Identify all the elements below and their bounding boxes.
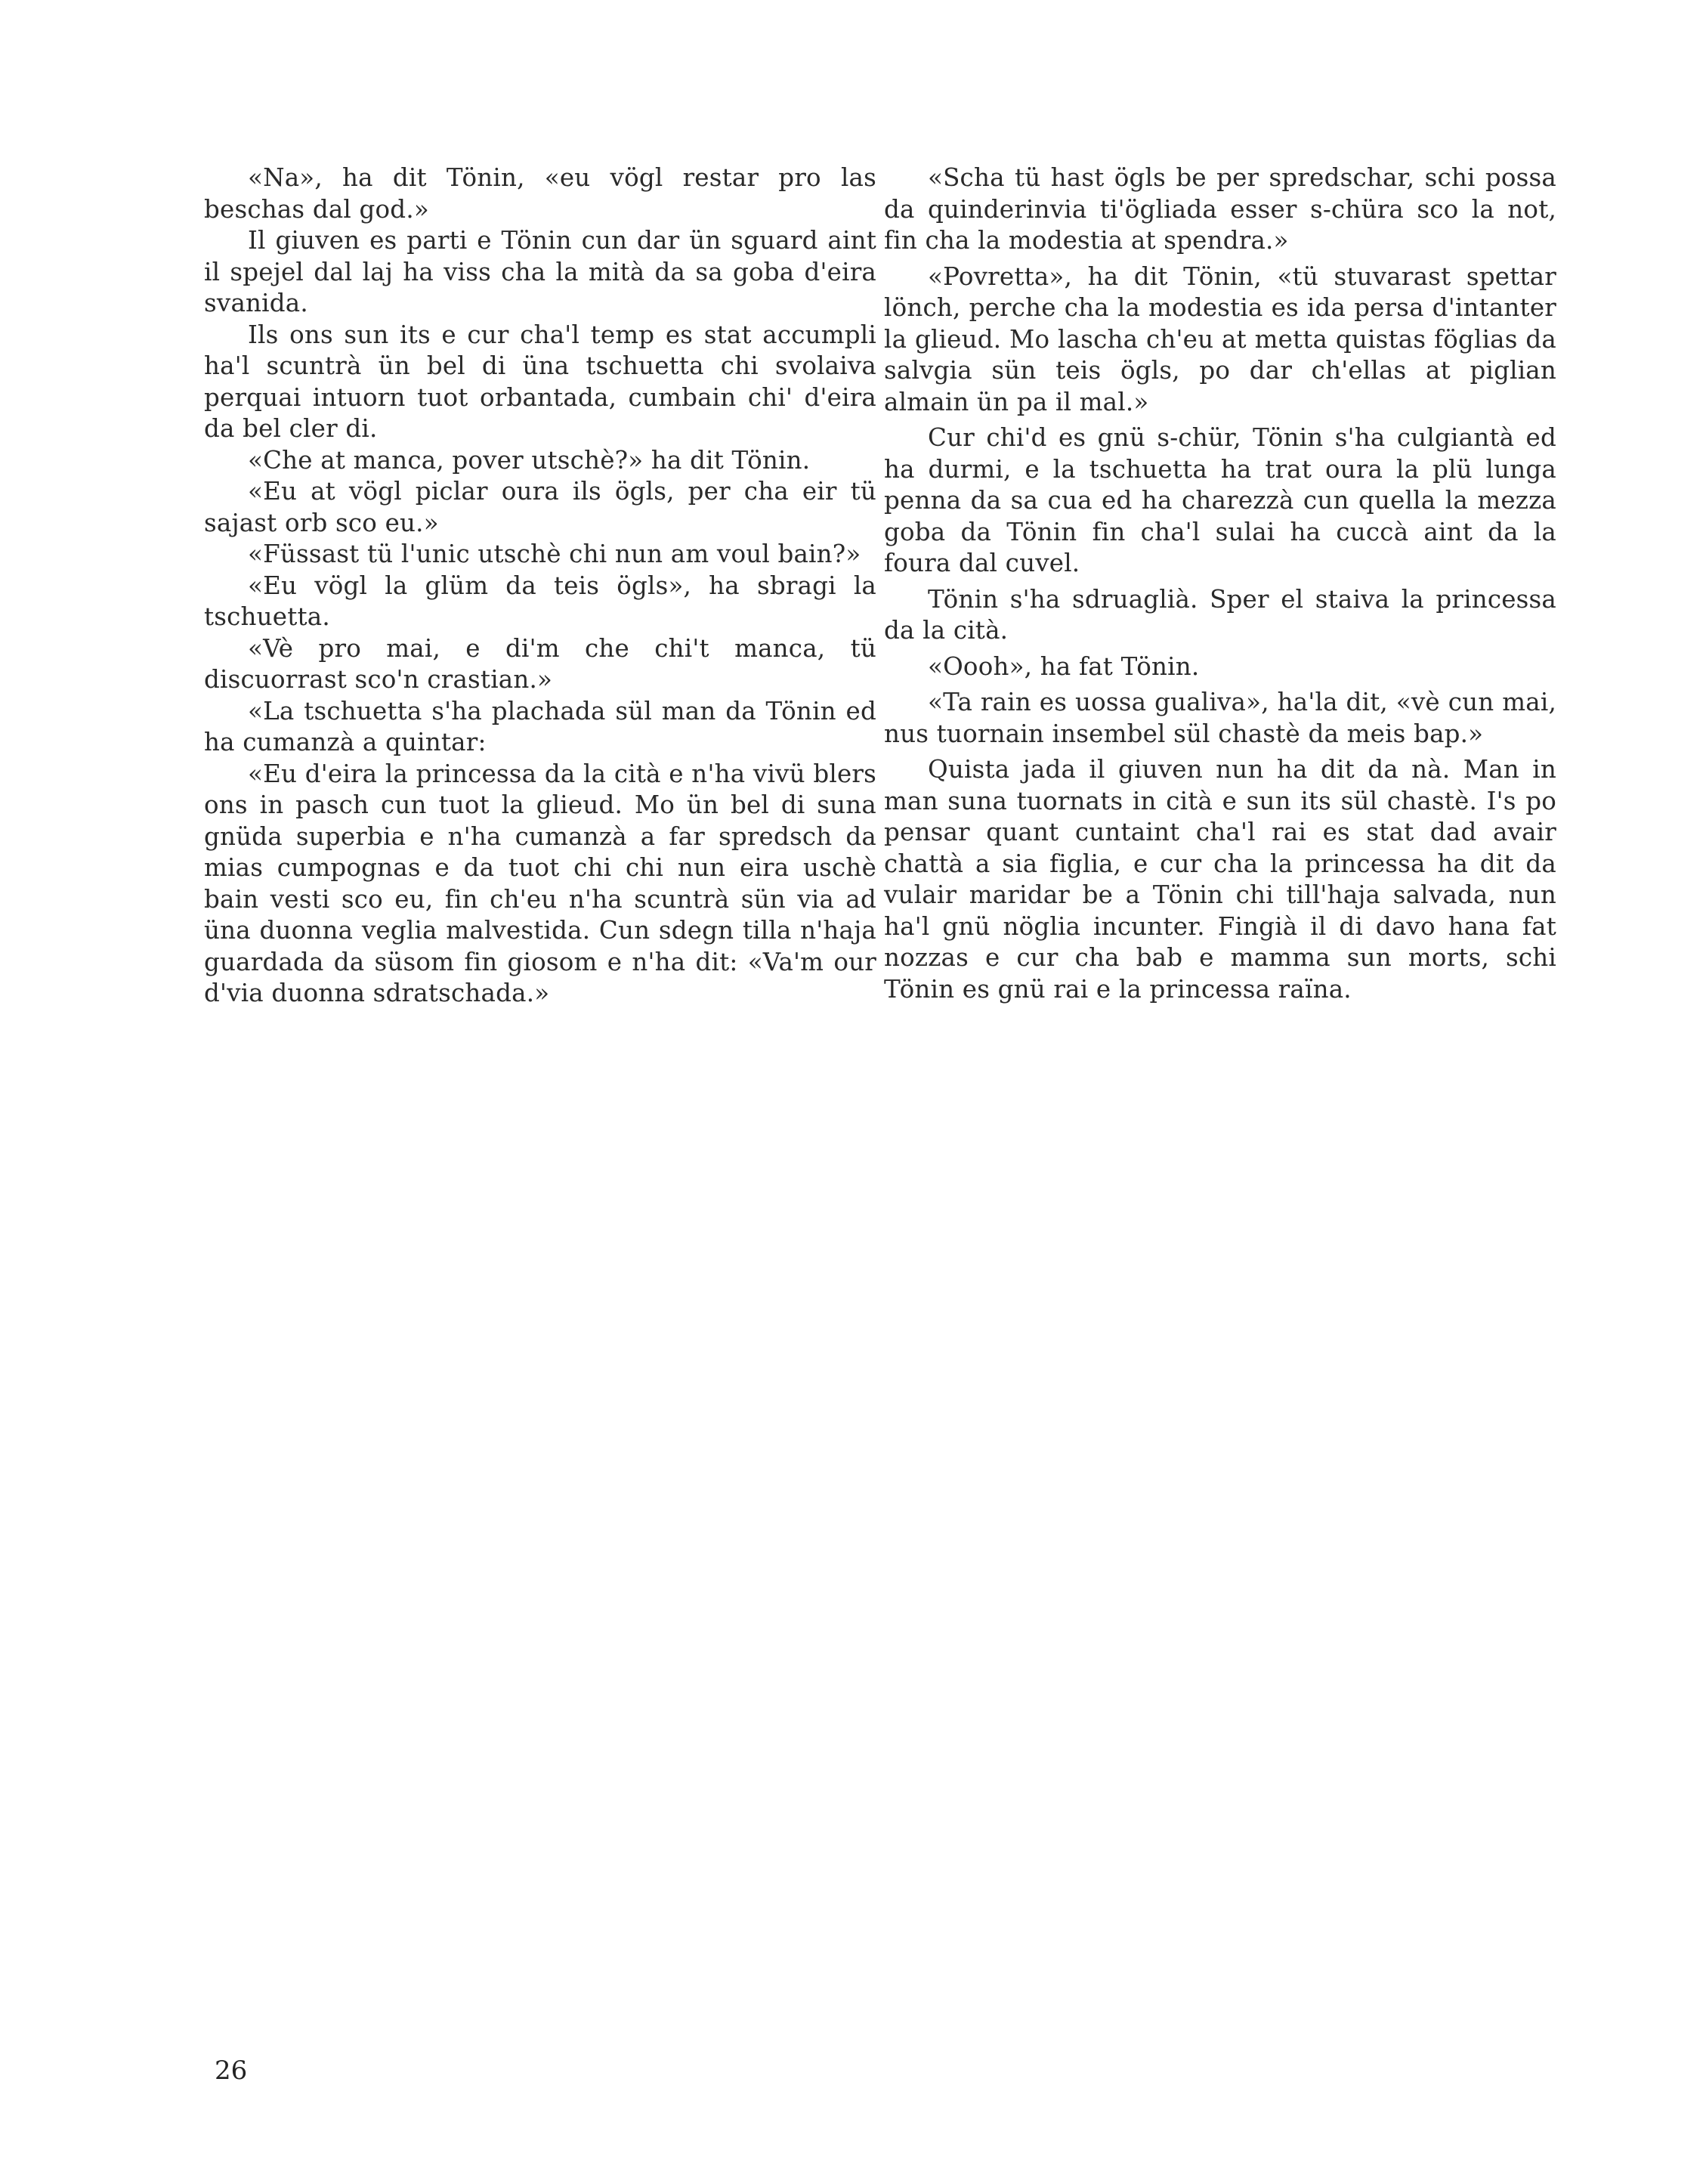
- paragraph: «Eu vögl la glüm da teis ögls», ha sbragi la tschuetta.: [204, 571, 876, 631]
- paragraph: «Oooh», ha fat Tönin.: [928, 651, 1200, 681]
- right-text-column: [884, 162, 1556, 1010]
- left-text-column: [204, 162, 876, 1010]
- paragraph: «Scha tü hast ögls be per spredschar, schi possa da quinderinvia ti'ögliada esser s-chüra sco la not, fin cha la modestia at spendra.»: [884, 163, 1556, 255]
- paragraph: «Na», ha dit Tönin, «eu vögl restar pro las beschas dal god.»: [204, 163, 876, 224]
- paragraph: «Che at manca, pover utschè?» ha dit Tönin.: [248, 445, 811, 475]
- paragraph: «Ta rain es uossa gualiva», ha'la dit, «vè cun mai, nus tuornain insembel sül chastè da meis bap.»: [884, 688, 1556, 748]
- paragraph: «La tschuetta s'ha plachada sül man da Tönin ed ha cumanzà a quintar:: [204, 696, 876, 756]
- paragraph: «Povretta», ha dit Tönin, «tü stuvarast spettar lönch, perche cha la modestia es ida persa d'intanter la glieud. Mo lascha ch'eu at metta quistas föglias da salvgia sün teis ögls, po dar ch'ellas at piglian almain ün pa il mal.»: [884, 261, 1556, 416]
- paragraph: «Eu at vögl piclar oura ils ögls, per cha eir tü sajast orb sco eu.»: [204, 477, 876, 537]
- paragraph: «Vè pro mai, e di'm che chi't manca, tü discuorrast sco'n crastian.»: [204, 633, 876, 694]
- paragraph: «Eu d'eira la princessa da la cità e n'ha vivü blers ons in pasch cun tuot la glieud. Mo ün bel di suna gnüda superbia e n'ha cumanzà a far spredsch da mias cumpognas e da tuot chi chi nun eira uschè bain vesti sco eu, fin ch'eu n'ha scuntrà sün via ad üna duonna veglia malvestida. Cun sdegn tilla n'haja guardada da süsom fin giosom e n'ha dit: «Va'm our d'via duonna sdratschada.»: [204, 759, 876, 1007]
- paragraph: Ils ons sun its e cur cha'l temp es stat accumpli ha'l scuntrà ün bel di üna tschuetta chi svolaiva perquai intuorn tuot orbantada, cumbain chi' d'eira da bel cler di.: [204, 320, 876, 443]
- paragraph: Il giuven es parti e Tönin cun dar ün sguard aint il spejel dal laj ha viss cha la mità da sa goba d'eira svanida.: [204, 226, 876, 317]
- paragraph: Quista jada il giuven nun ha dit da nà. Man in man suna tuornats in cità e sun its sül chastè. I's po pensar quant cuntaint cha'l rai es stat dad avair chattà a sia figlia, e cur cha la princessa ha dit da vulair maridar be a Tönin chi till'haja salvada, nun ha'l gnü nöglia incunter. Fingià il di davo hana fat nozzas e cur cha bab e mamma sun morts, schi Tönin es gnü rai e la princessa raïna.: [884, 755, 1556, 1004]
- paragraph: «Füssast tü l'unic utschè chi nun am voul bain?»: [248, 540, 861, 568]
- paragraph: Cur chi'd es gnü s-chür, Tönin s'ha culgiantà ed ha durmi, e la tschuetta ha trat oura la plü lunga penna da sa cua ed ha charezzà cun quella la mezza goba da Tönin fin cha'l sulai ha cuccà aint da la foura dal cuvel.: [884, 423, 1556, 577]
- paragraph: Tönin s'ha sdruaglià. Sper el staiva la princessa da la cità.: [884, 584, 1556, 645]
- page-number: 26: [215, 2056, 248, 2086]
